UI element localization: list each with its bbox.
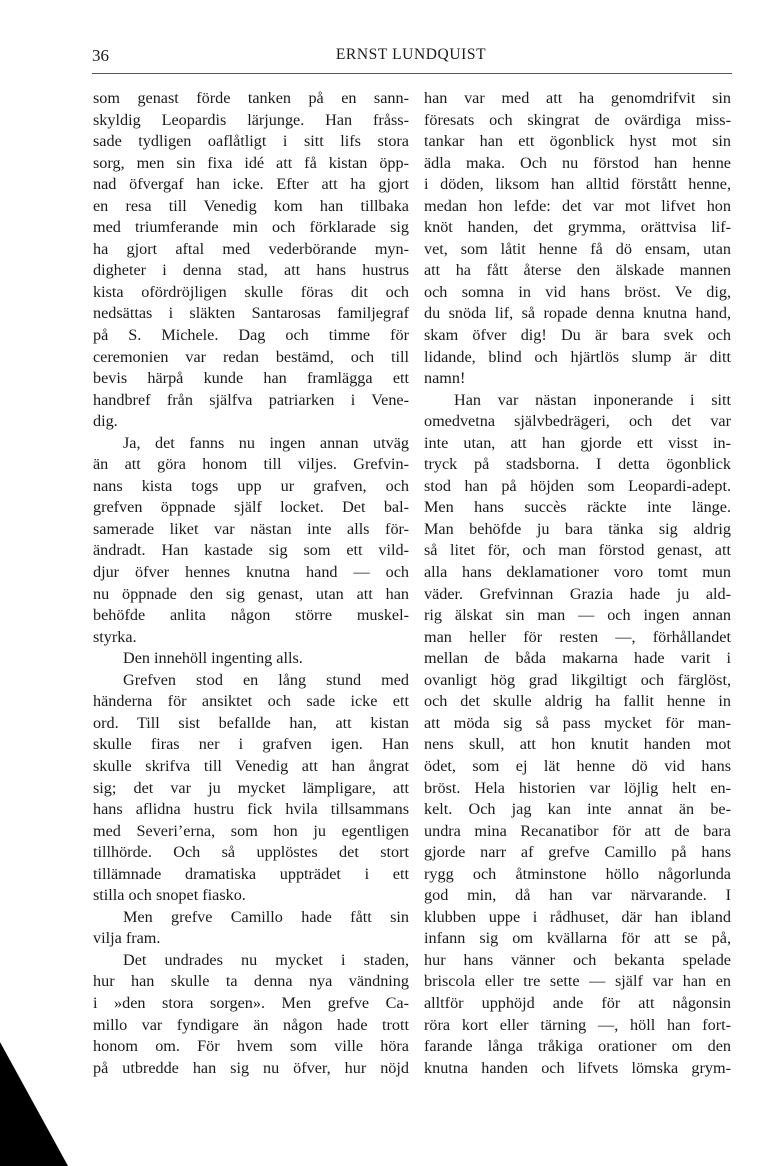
right-column (424, 88, 731, 1079)
text-line: grefven öppnade själf locket. Det bal- (93, 498, 409, 517)
text-line: bevis härpå kunde han framlägga ett (93, 369, 409, 388)
text-line: han var med att ha genomdrifvit sin (424, 89, 731, 107)
text-line: omedvetna självbedrägeri, och det var (424, 412, 731, 431)
text-line: ödet, som ej lät henne dö vid hans (424, 756, 731, 775)
text-line: skulle skrifva till Venedig att han ångrat (93, 756, 409, 775)
text-line: dig. (93, 412, 118, 431)
paragraph-start-line: Det undrades nu mycket i staden, (123, 950, 409, 969)
text-line: nu öppnade den sig genast, utan att han (93, 584, 409, 603)
paragraph-start-line: Han var nästan inponerande i sitt (454, 390, 731, 409)
text-line: nens skull, att hon knutit handen mot (424, 735, 731, 754)
text-line: tankar han ett ögonblick hyst mot sin (424, 132, 731, 151)
text-line: stilla och snopet fiasko. (93, 886, 246, 905)
text-line: sorg, men sin fixa idé att få kistan öpp- (93, 153, 409, 172)
text-line: sig; det var ju mycket lämpligare, att (93, 778, 409, 797)
text-line: djur öfver hennes knutna hand — och (93, 563, 409, 582)
text-line: stod han på höjden som Leopardi-adept. (424, 476, 731, 495)
text-line: handbref från själfva patriarken i Vene- (93, 390, 409, 409)
text-line: styrka. (93, 627, 137, 646)
text-line: än att göra honom till viljes. Grefvin- (93, 455, 409, 474)
text-line: farande långa tråkiga orationer om den (424, 1037, 731, 1056)
text-line: inte utan, att han gjorde ett visst in- (424, 433, 731, 452)
text-line: med triumferande min och förklarade sig (93, 218, 409, 237)
text-line: Men hans succès räckte inte länge. (424, 498, 731, 517)
text-line: alltför upphöjd ande för att någonsin (424, 993, 731, 1012)
text-line: undra mina Recanatibor för att de bara (424, 821, 731, 840)
text-line: gjorde narr af grefve Camillo på hans (424, 843, 731, 862)
text-line: infann sig om kvällarna för att se på, (424, 929, 731, 948)
text-line: nans kista togs upp ur grafven, och (93, 476, 409, 495)
text-line: ädla maka. Och nu förstod han henne (424, 153, 731, 172)
text-line: bröst. Hela historien var löjlig helt en- (424, 778, 731, 797)
text-line: väder. Grefvinnan Grazia hade ju ald- (424, 584, 731, 603)
text-line: kelt. Och jag kan inte annat än be- (424, 800, 731, 819)
text-line: du snöda lif, så ropade denna knutna hand, (424, 304, 731, 323)
text-line: skulle firas ner i grafven igen. Han (93, 735, 409, 754)
text-line: händerna för ansiktet och sade icke ett (93, 692, 409, 711)
text-line: alla hans deklamationer voro tomt mun (424, 563, 731, 582)
left-column (93, 88, 409, 1079)
text-line: röra kort eller tärning —, höll han fort- (424, 1015, 731, 1034)
text-line: god min, då han var närvarande. I (424, 886, 731, 905)
text-line: hur hans vänner och bekanta spelade (424, 950, 731, 969)
text-line: så litet för, och man förstod genast, att (424, 541, 731, 560)
text-line: ord. Till sist befallde han, att kistan (93, 713, 409, 732)
text-line: föresats och skingrat de ovärdiga miss- (424, 110, 731, 129)
text-line: Man behöfde ju bara tänka sig aldrig (424, 519, 731, 538)
text-line: samerade liket var nästan inte alls för- (93, 519, 409, 538)
paragraph-start-line: Ja, det fanns nu ingen annan utväg (123, 433, 409, 452)
running-title: ERNST LUNDQUIST (335, 46, 487, 63)
text-line: klubben uppe i rådhuset, där han ibland (424, 907, 731, 926)
text-line: skyldig Leopardis lärjunge. Han fråss- (93, 110, 409, 129)
text-line: nedsättas i släkten Santarosas familjegraf (93, 304, 409, 323)
text-line: och somna in vid hans bröst. Ve dig, (424, 282, 731, 301)
text-line: lidande, blind och hjärtlös slump är ditt (424, 347, 731, 366)
page-header (92, 46, 730, 70)
text-line: medan hon lefde: det var mot lifvet hon (424, 196, 731, 215)
text-line: på utbredde han sig nu öfver, hur nöjd (93, 1058, 409, 1077)
page-number: 36 (92, 46, 109, 65)
text-line: rygg och åtminstone höllo någorlunda (424, 864, 731, 883)
text-line: ceremonien var redan bestämd, och till (93, 347, 409, 366)
text-line: mellan de båda makarna hade varit i (424, 649, 731, 668)
text-line: knutna handen och lifvets lömska grym- (424, 1058, 731, 1077)
paragraph-start-line: Grefven stod en lång stund med (123, 670, 409, 689)
paragraph-start-line: Den innehöll ingenting alls. (123, 649, 303, 668)
text-line: vilja fram. (93, 929, 161, 948)
text-line: hur han skulle ta denna nya vändning (93, 972, 409, 991)
text-line: och det skulle aldrig ha fallit henne in (424, 692, 731, 711)
text-line: millo var fyndigare än någon hade trott (93, 1015, 409, 1034)
text-line: med Severi’erna, som hon ju egentligen (93, 821, 409, 840)
text-line: namn! (424, 369, 466, 388)
text-line: i »den stora sorgen». Men grefve Ca- (93, 993, 409, 1012)
text-line: digheter i denna stad, att hans hustrus (93, 261, 409, 280)
header-rule (92, 73, 732, 74)
text-line: sade tydligen oaflåtligt i sitt lifs stora (93, 132, 409, 151)
text-line: på S. Michele. Dag och timme för (93, 326, 409, 345)
text-line: tryck på stadsborna. I detta ögonblick (424, 455, 731, 474)
text-line: behöfde anlita någon större muskel- (93, 606, 409, 625)
text-line: nad öfvergaf han icke. Efter att ha gjort (93, 175, 409, 194)
text-line: man heller för resten —, förhållandet (424, 627, 731, 646)
text-line: en resa till Venedig kom han tillbaka (93, 196, 409, 215)
scan-corner-shadow (0, 1042, 68, 1166)
text-line: som genast förde tanken på en sann- (93, 89, 409, 107)
text-line: tillhörde. Och så upplöstes det stort (93, 843, 409, 862)
text-line: ovanligt hög grad likgiltigt och färglöst, (424, 670, 731, 689)
text-line: att möda sig så pass mycket för man- (424, 713, 731, 732)
text-line: kista ofördröjligen skulle föras dit och (93, 282, 409, 301)
text-line: skam öfver dig! Du är bara svek och (424, 326, 731, 345)
text-line: briscola eller tre sette — själf var han en (424, 972, 731, 991)
text-line: ha gjort aftal med vederbörande myn- (93, 239, 409, 258)
text-line: vet, som låtit henne få dö ensam, utan (424, 239, 731, 258)
text-line: att ha fått återse den älskade mannen (424, 261, 731, 280)
text-line: rig älskat sin man — och ingen annan (424, 606, 731, 625)
text-line: hans aflidna hustru fick hvila tillsammans (93, 800, 409, 819)
text-line: i döden, liksom han alltid förstått henne, (424, 175, 731, 194)
paragraph-start-line: Men grefve Camillo hade fått sin (123, 907, 409, 926)
text-line: honom om. För hvem som ville höra (93, 1037, 409, 1056)
text-line: knöt handen, det grymma, orättvisa lif- (424, 218, 731, 237)
text-line: tillämnade dramatiska uppträdet i ett (93, 864, 409, 883)
text-line: ändradt. Han kastade sig som ett vild- (93, 541, 409, 560)
